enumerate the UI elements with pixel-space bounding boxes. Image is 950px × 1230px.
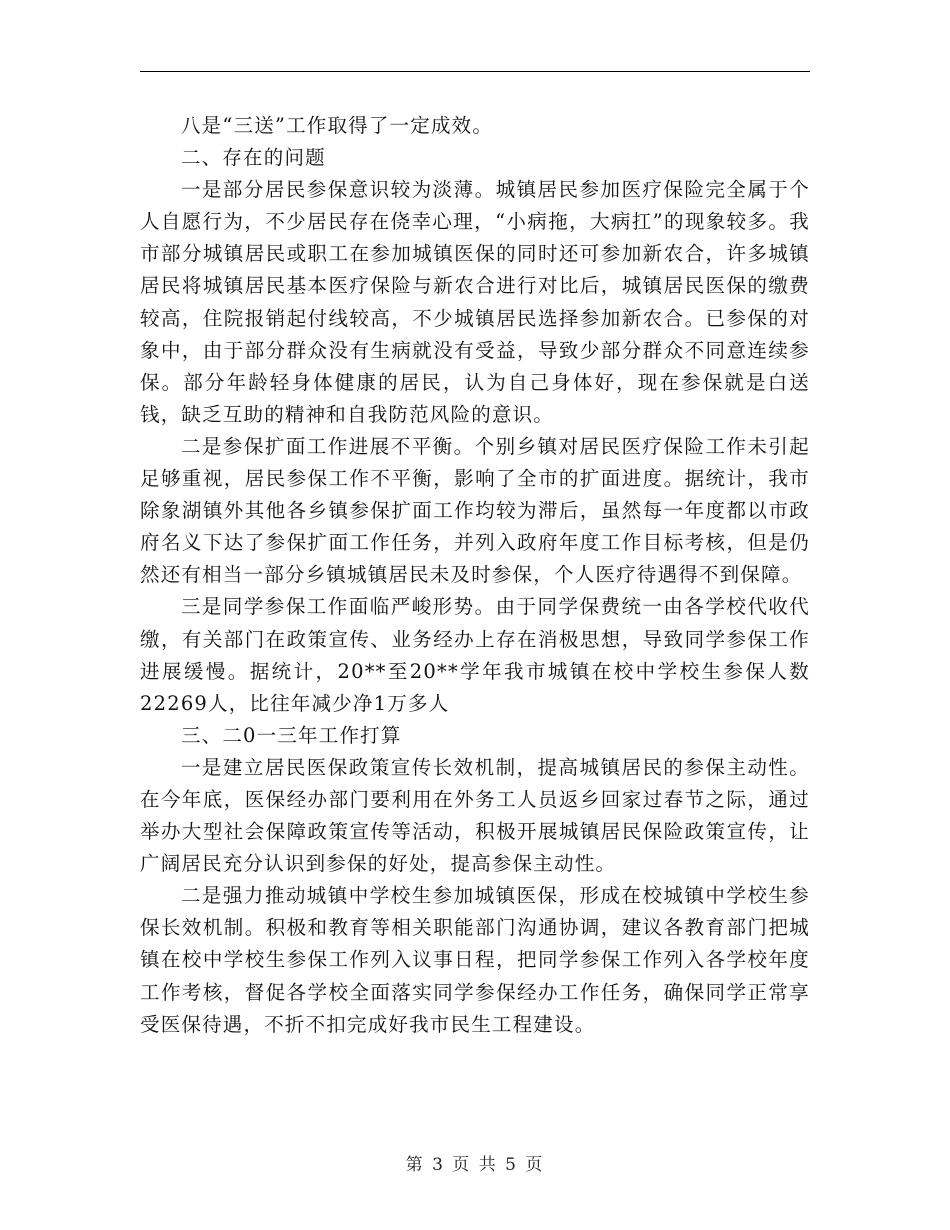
header-rule [140, 71, 810, 72]
section-heading-plan: 三、二0一三年工作打算 [180, 723, 402, 747]
document-body [140, 110, 810, 1041]
paragraph-problem-two: 二是参保扩面工作进展不平衡。个别乡镇对居民医疗保险工作未引起足够重视，居民参保工作不平衡，影响了全市的扩面进度。据统计，我市除象湖镇外其他各乡镇参保扩面工作均较为滞后，虽然每一年度都以市政府名义下达了参保扩面工作任务，并列入政府年度工作目标考核，但是仍然还有相当一部分乡镇城镇居民未及时参保，个人医疗待遇得不到保障。 [140, 434, 810, 587]
paragraph-achievement-eight: 八是“三送”工作取得了一定成效。 [180, 114, 494, 137]
paragraph-problem-one: 一是部分居民参保意识较为淡薄。城镇居民参加医疗保险完全属于个人自愿行为，不少居民存在侥幸心理，“小病拖，大病扛”的现象较多。我市部分城镇居民或职工在参加城镇医保的同时还可参加新农合，许多城镇居民将城镇居民基本医疗保险与新农合进行对比后，城镇居民医保的缴费较高，住院报销起付线较高，不少城镇居民选择参加新农合。已参保的对象中，由于部分群众没有生病就没有受益，导致少部分群众不同意连续参保。部分年龄轻身体健康的居民，认为自己身体好，现在参保就是白送钱，缺乏互助的精神和自我防范风险的意识。 [140, 178, 810, 426]
paragraph-problem-three: 三是同学参保工作面临严峻形势。由于同学保费统一由各学校代收代缴，有关部门在政策宣传、业务经办上存在消极思想，导致同学参保工作进展缓慢。据统计，20**至20**学年我市城镇在校中学校生参保人数22269人，比往年减少净1万多人 [140, 595, 810, 715]
paragraph-plan-two: 二是强力推动城镇中学校生参加城镇医保，形成在校城镇中学校生参保长效机制。积极和教育等相关职能部门沟通协调，建议各教育部门把城镇在校中学校生参保工作列入议事日程，把同学参保工作列入各学校年度工作考核，督促各学校全面落实同学参保经办工作任务，确保同学正常享受医保待遇，不折不扣完成好我市民生工程建设。 [140, 884, 810, 1036]
paragraph-plan-one: 一是建立居民医保政策宣传长效机制，提高城镇居民的参保主动性。在今年底，医保经办部门要利用在外务工人员返乡回家过春节之际，通过举办大型社会保障政策宣传等活动，积极开展城镇居民保险政策宣传，让广阔居民充分认识到参保的好处，提高参保主动性。 [140, 755, 810, 876]
page-number-footer: 第 3 页 共 5 页 [405, 1155, 545, 1175]
section-heading-problems: 二、存在的问题 [180, 146, 326, 170]
